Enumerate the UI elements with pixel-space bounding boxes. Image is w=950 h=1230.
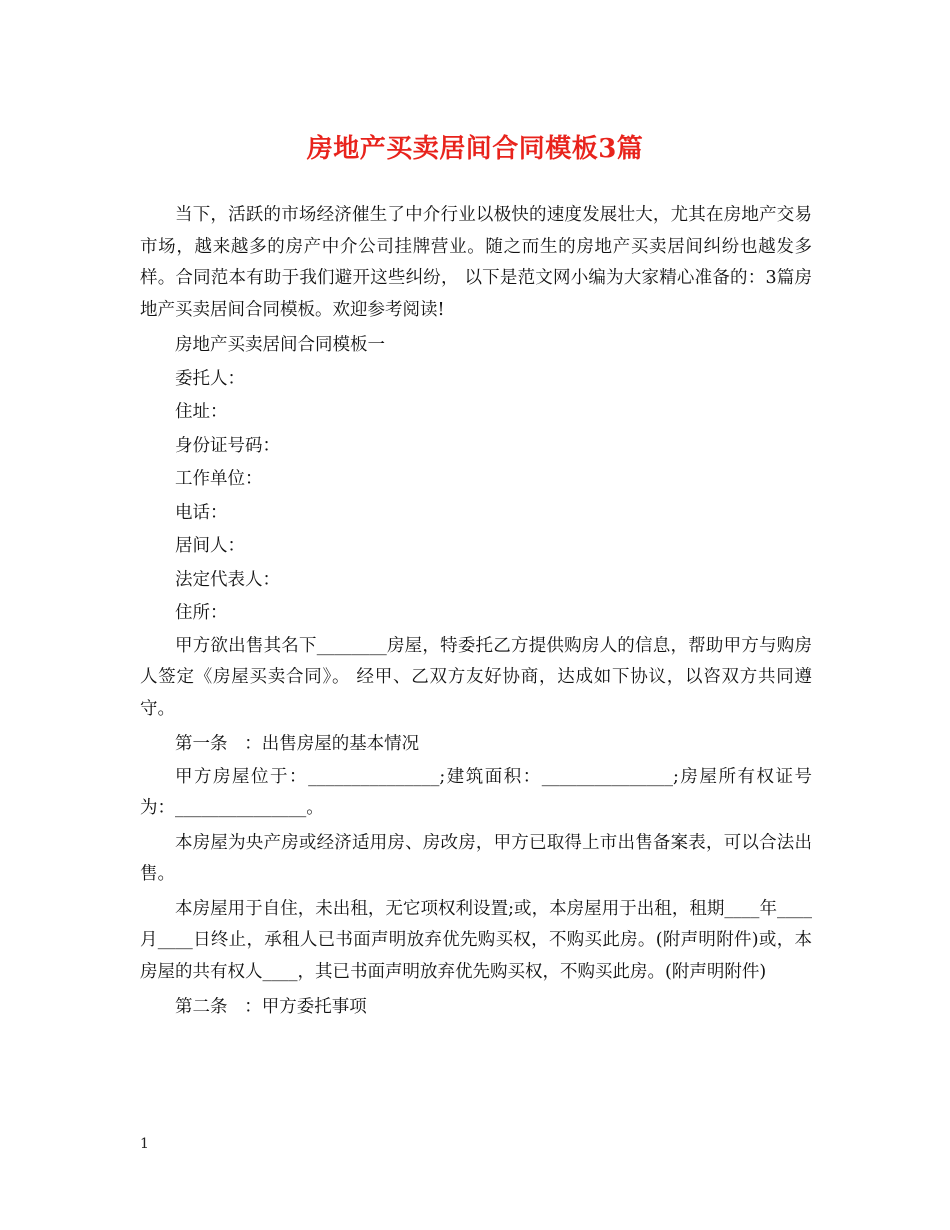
principal-field: 委托人： (175, 368, 245, 389)
legal-rep-field: 法定代表人： (175, 569, 280, 590)
article-1-type-paragraph: 本房屋为央产房或经济适用房、房改房，甲方已取得上市出售备案表，可以合法出售。 (140, 832, 812, 884)
address-field: 住址： (175, 402, 228, 422)
intermediary-field: 居间人： (175, 536, 245, 556)
employer-field: 工作单位： (175, 469, 263, 489)
page-number: 1 (140, 1136, 149, 1152)
intro-paragraph: 当下，活跃的市场经济催生了中介行业以极快的速度发展壮大，尤其在房地产交易市场，越来越多的房产中介公司挂牌营业。随之而生的房地产买卖居间纠纷也越发多样。合同范本有助于我们避开这些纠纷， 以下是范文网小编为大家精心准备的：3篇房地产买卖居间合同模板。欢迎参考阅读! (140, 205, 812, 320)
phone-field: 电话： (175, 502, 228, 523)
article-1-use-paragraph: 本房屋用于自住，未出租，无它项权利设置;或，本房屋用于出租，租期____年____月____日终止，承租人已书面声明放弃优先购买权，不购买此房。(附声明附件)或，本房屋的共有权人____，其已书面声明放弃优先购买权，不购买此房。(附声明附件) (140, 898, 812, 982)
id-number-field: 身份证号码： (175, 435, 280, 456)
document-title: 房地产买卖居间合同模板3篇 (306, 134, 644, 164)
article-1-location-paragraph: 甲方房屋位于：_______________;建筑面积：_______________;房屋所有权证号为：_______________。 (140, 766, 812, 818)
residence-field: 住所： (175, 603, 228, 623)
document-body (140, 200, 812, 1025)
purpose-paragraph: 甲方欲出售其名下________房屋，特委托乙方提供购房人的信息，帮助甲方与购房人签定《房屋买卖合同》。 经甲、乙双方友好协商，达成如下协议，以咨双方共同遵守。 (140, 635, 812, 719)
article-2-heading: 第二条 ：甲方委托事项 (175, 997, 367, 1017)
article-1-heading: 第一条 ：出售房屋的基本情况 (175, 734, 420, 754)
section-heading: 房地产买卖居间合同模板一 (175, 335, 385, 355)
